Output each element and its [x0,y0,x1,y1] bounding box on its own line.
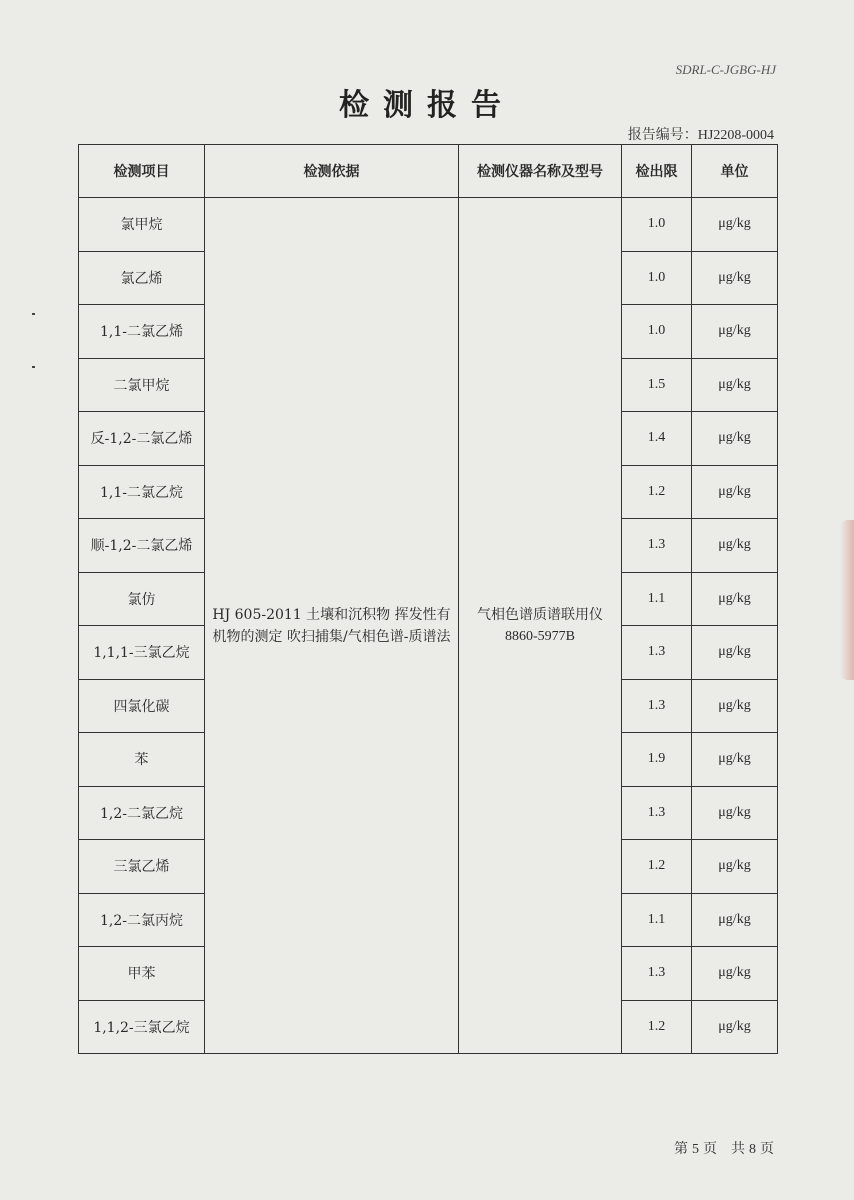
limit-cell: 1.3 [622,679,692,733]
item-cell: 四氯化碳 [79,679,205,733]
header-limit: 检出限 [622,145,692,198]
scan-mark [32,313,35,315]
method-cell: HJ 605-2011 土壤和沉积物 挥发性有机物的测定 吹扫捕集/气相色谱-质谱法 [205,198,459,1054]
limit-cell: 1.0 [622,198,692,252]
report-number-label: 报告编号： [627,128,698,143]
table-row [79,198,778,252]
instrument-name: 气相色谱质谱联用仪 [477,606,603,623]
item-cell: 氯甲烷 [79,198,205,252]
page-mid: 页 共 [703,1141,745,1157]
header-instrument: 检测仪器名称及型号 [459,145,622,198]
unit-cell: μg/kg [692,679,778,733]
limit-cell: 1.0 [622,305,692,359]
header-item: 检测项目 [79,145,205,198]
unit-cell: μg/kg [692,465,778,519]
unit-cell: μg/kg [692,198,778,252]
limit-cell: 1.2 [622,465,692,519]
header-unit: 单位 [692,145,778,198]
unit-cell: μg/kg [692,251,778,305]
page-current: 5 [692,1142,699,1157]
unit-cell: μg/kg [692,412,778,466]
seal-edge [840,520,854,680]
unit-cell: μg/kg [692,893,778,947]
unit-cell: μg/kg [692,305,778,359]
limit-cell: 1.3 [622,947,692,1001]
page-title: 检测报告 [339,88,515,123]
limit-cell: 1.5 [622,358,692,412]
item-cell: 三氯乙烯 [79,840,205,894]
limit-cell: 1.2 [622,840,692,894]
unit-cell: μg/kg [692,947,778,1001]
limit-cell: 1.1 [622,572,692,626]
header-method: 检测依据 [205,145,459,198]
table-header-row [79,145,778,198]
scan-mark [32,366,35,368]
limit-cell: 1.3 [622,626,692,680]
item-cell: 甲苯 [79,947,205,1001]
item-cell: 苯 [79,733,205,787]
instrument-model: 8860-5977B [505,628,575,644]
limit-cell: 1.4 [622,412,692,466]
item-cell: 二氯甲烷 [79,358,205,412]
limit-cell: 1.1 [622,893,692,947]
limit-cell: 1.3 [622,786,692,840]
item-cell: 1,1,2-三氯乙烷 [79,1000,205,1054]
unit-cell: μg/kg [692,733,778,787]
item-cell: 1,1-二氯乙烷 [79,465,205,519]
unit-cell: μg/kg [692,626,778,680]
instrument-cell [459,198,622,1054]
page-prefix: 第 [674,1141,688,1157]
item-cell: 1,1-二氯乙烯 [79,305,205,359]
limit-cell: 1.2 [622,1000,692,1054]
unit-cell: μg/kg [692,786,778,840]
page-suffix: 页 [760,1141,774,1157]
unit-cell: μg/kg [692,519,778,573]
unit-cell: μg/kg [692,358,778,412]
limit-cell: 1.9 [622,733,692,787]
limit-cell: 1.3 [622,519,692,573]
document-code: SDRL-C-JGBG-HJ [675,62,776,77]
report-number-value: HJ2208-0004 [697,128,774,143]
item-cell: 1,2-二氯丙烷 [79,893,205,947]
report-number [628,124,774,144]
item-cell: 氯乙烯 [79,251,205,305]
unit-cell: μg/kg [692,572,778,626]
page-total: 8 [749,1142,756,1157]
item-cell: 反-1,2-二氯乙烯 [79,412,205,466]
unit-cell: μg/kg [692,840,778,894]
item-cell: 氯仿 [79,572,205,626]
unit-cell: μg/kg [692,1000,778,1054]
limit-cell: 1.0 [622,251,692,305]
item-cell: 1,1,1-三氯乙烷 [79,626,205,680]
item-cell: 顺-1,2-二氯乙烯 [79,519,205,573]
item-cell: 1,2-二氯乙烷 [79,786,205,840]
page-number [674,1138,774,1158]
detection-table [78,144,778,1054]
